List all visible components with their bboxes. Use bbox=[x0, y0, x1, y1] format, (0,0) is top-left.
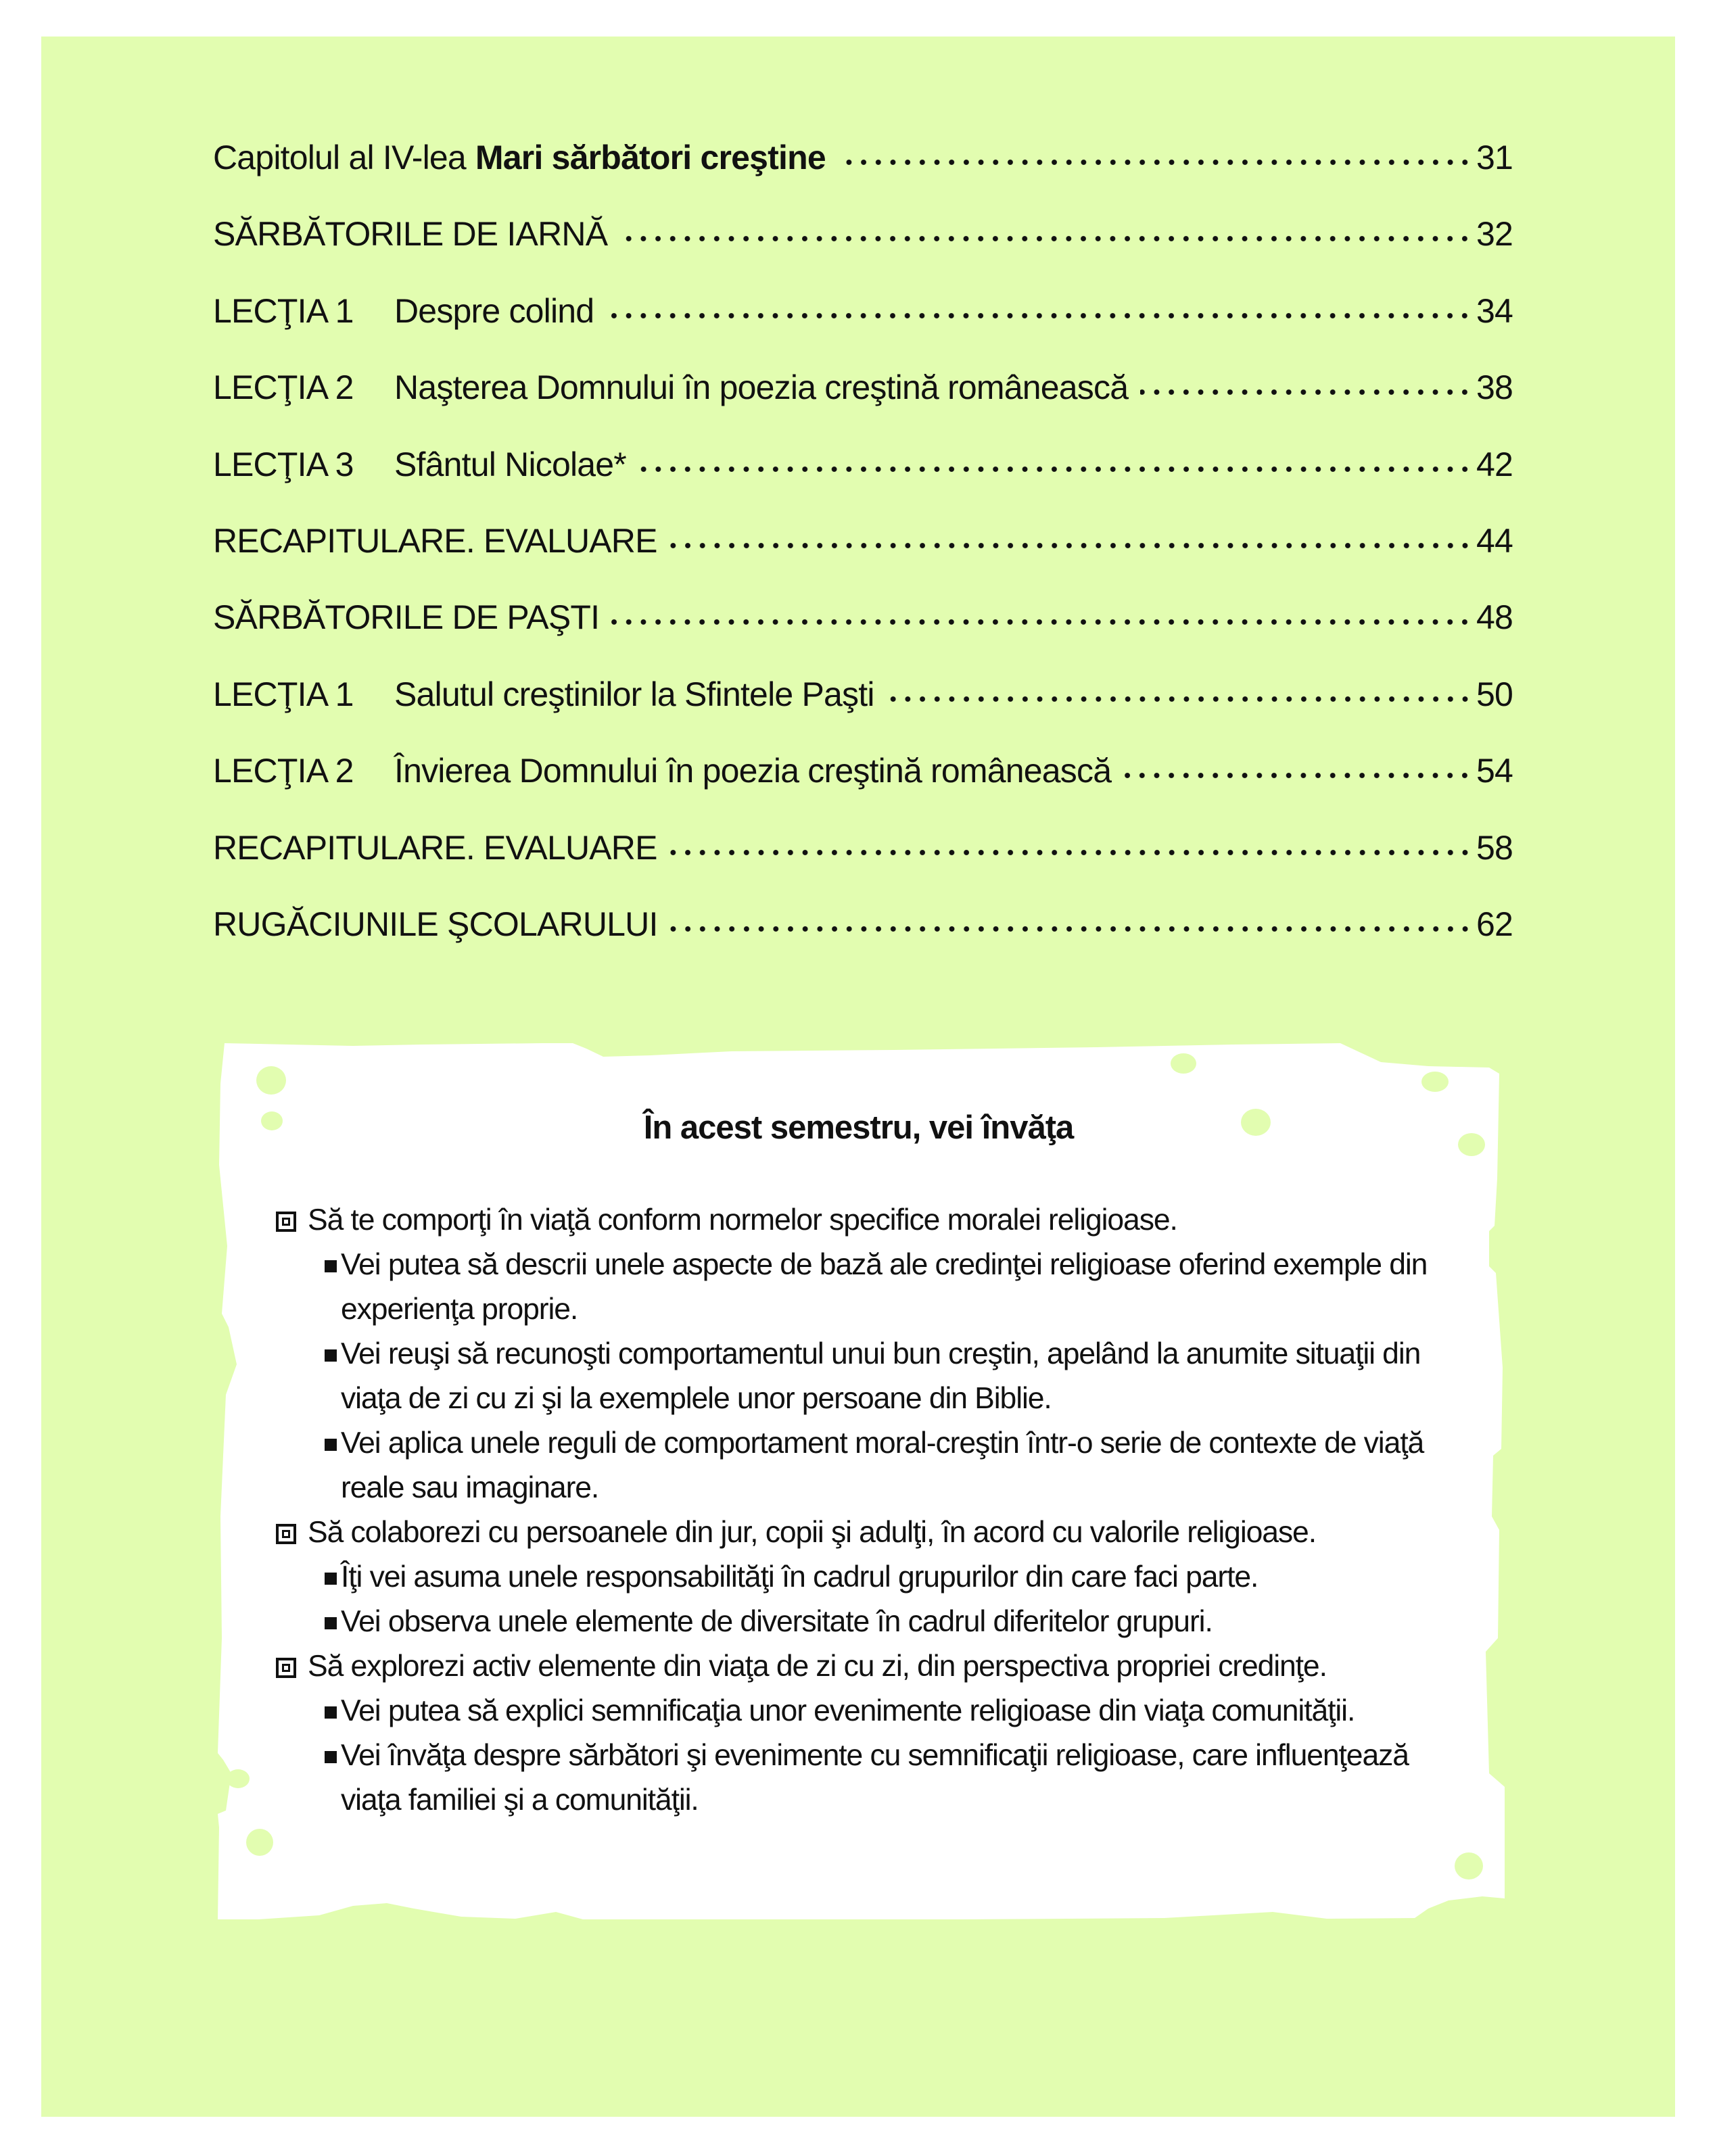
toc-lesson-title: Învierea Domnului în poezia creştină românească bbox=[394, 752, 1112, 790]
dot-leader bbox=[1140, 365, 1472, 399]
toc-lesson-number: LECŢIA 3 bbox=[213, 445, 354, 483]
objective-item bbox=[276, 1198, 1439, 1243]
objective-text: Să explorezi activ elemente din viaţa de zi cu zi, din perspectiva propriei credinţe. bbox=[308, 1650, 1327, 1683]
objectives-title: În acest semestru, vei învăţa bbox=[643, 1109, 1074, 1146]
objective-subitem bbox=[308, 1600, 1439, 1644]
toc-chapter-label bbox=[213, 138, 826, 177]
toc-entry[interactable] bbox=[213, 748, 1513, 825]
toc-lesson-title: Salutul creştinilor la Sfintele Paşti bbox=[394, 675, 874, 713]
objective-subitem-text: Îţi vei asuma unele responsabilităţi în cadrul grupurilor din care faci parte. bbox=[341, 1560, 1259, 1594]
toc-lesson-number: LECŢIA 1 bbox=[213, 675, 354, 713]
objective-subitem bbox=[308, 1689, 1439, 1733]
toc-entry[interactable] bbox=[213, 442, 1513, 519]
objective-subitem bbox=[308, 1733, 1439, 1823]
toc-lesson-title: Sfântul Nicolae* bbox=[394, 445, 626, 483]
toc-page-number: 48 bbox=[1476, 598, 1513, 637]
filled-square-bullet-icon bbox=[325, 1706, 337, 1719]
dot-leader bbox=[838, 135, 1472, 169]
filled-square-bullet-icon bbox=[325, 1751, 337, 1763]
toc-lesson-title: Naşterea Domnului în poezia creştină românească bbox=[394, 368, 1129, 407]
dot-leader bbox=[619, 212, 1472, 245]
objective-item bbox=[276, 1644, 1439, 1689]
toc-page-number: 44 bbox=[1476, 521, 1513, 560]
toc-lesson-title: Despre colind bbox=[394, 291, 594, 330]
toc-entry[interactable] bbox=[213, 365, 1513, 441]
toc-page-number: 38 bbox=[1476, 368, 1513, 407]
objective-subitem bbox=[308, 1421, 1439, 1510]
toc-chapter-row[interactable] bbox=[213, 135, 1513, 212]
objective-subitem-text: Vei reuşi să recunoşti comportamentul unui bun creştin, apelând la anumite situaţii din viaţa de zi cu zi şi la exemplele unor persoane din Biblie. bbox=[341, 1337, 1421, 1415]
dot-leader bbox=[669, 825, 1472, 859]
toc-section-label: RUGĂCIUNILE ŞCOLARULUI bbox=[213, 905, 658, 943]
objective-subitem-text: Vei putea să descrii unele aspecte de bază ale credinţei religioase oferind exemple din experienţa proprie. bbox=[341, 1248, 1428, 1326]
filled-square-bullet-icon bbox=[325, 1439, 337, 1451]
filled-square-bullet-icon bbox=[325, 1573, 337, 1585]
toc-page-number: 32 bbox=[1476, 215, 1513, 254]
dot-leader bbox=[638, 442, 1472, 476]
objective-text: Să te comporţi în viaţă conform normelor specifice moralei religioase. bbox=[308, 1203, 1177, 1237]
filled-square-bullet-icon bbox=[325, 1617, 337, 1629]
toc-page-number: 42 bbox=[1476, 445, 1513, 483]
toc-lesson-number: LECŢIA 2 bbox=[213, 752, 354, 790]
dot-leader bbox=[887, 672, 1472, 706]
square-in-square-bullet-icon bbox=[276, 1658, 296, 1678]
table-of-contents bbox=[213, 135, 1513, 978]
toc-chapter-title: Mari sărbători creştine bbox=[475, 139, 826, 176]
objective-subitem-text: Vei învăţa despre sărbători şi evenimente cu semnificaţii religioase, care influenţează viaţa familiei şi a comunităţii. bbox=[341, 1739, 1409, 1817]
toc-section-label: RECAPITULARE. EVALUARE bbox=[213, 828, 657, 867]
dot-leader bbox=[670, 902, 1472, 936]
objective-subitem-text: Vei putea să explici semnificaţia unor evenimente religioase din viaţa comunităţii. bbox=[341, 1694, 1355, 1727]
toc-page-number: 54 bbox=[1476, 752, 1513, 790]
objective-subitem bbox=[308, 1332, 1439, 1421]
toc-lesson-number: LECŢIA 2 bbox=[213, 368, 354, 407]
toc-entry[interactable] bbox=[213, 595, 1513, 671]
dot-leader bbox=[1123, 748, 1472, 782]
objective-text: Să colaborezi cu persoanele din jur, copii şi adulţi, în acord cu valorile religioase. bbox=[308, 1516, 1316, 1549]
toc-entry[interactable] bbox=[213, 519, 1513, 595]
objective-subitem bbox=[308, 1243, 1439, 1332]
square-in-square-bullet-icon bbox=[276, 1212, 296, 1232]
objectives-list bbox=[276, 1198, 1439, 1823]
toc-entry[interactable] bbox=[213, 902, 1513, 978]
toc-lesson-number: LECŢIA 1 bbox=[213, 291, 354, 330]
toc-section-label: SĂRBĂTORILE DE PAŞTI bbox=[213, 598, 600, 637]
toc-page-number: 62 bbox=[1476, 905, 1513, 943]
toc-entry[interactable] bbox=[213, 212, 1513, 288]
toc-section-label: SĂRBĂTORILE DE IARNĂ bbox=[213, 215, 608, 254]
objective-subitem-text: Vei observa unele elemente de diversitate în cadrul diferitelor grupuri. bbox=[341, 1605, 1213, 1638]
dot-leader bbox=[611, 595, 1472, 629]
toc-page-number: 50 bbox=[1476, 675, 1513, 713]
objective-item bbox=[276, 1510, 1439, 1555]
toc-page-number: 58 bbox=[1476, 828, 1513, 867]
toc-section-label: RECAPITULARE. EVALUARE bbox=[213, 521, 657, 560]
filled-square-bullet-icon bbox=[325, 1260, 337, 1272]
toc-entry[interactable] bbox=[213, 825, 1513, 902]
toc-entry[interactable] bbox=[213, 289, 1513, 365]
dot-leader bbox=[606, 289, 1472, 322]
toc-page-number: 31 bbox=[1476, 139, 1513, 176]
square-in-square-bullet-icon bbox=[276, 1524, 296, 1544]
toc-entry[interactable] bbox=[213, 672, 1513, 748]
toc-page-number: 34 bbox=[1476, 291, 1513, 330]
toc-chapter-prefix: Capitolul al IV-lea bbox=[213, 139, 466, 176]
objective-subitem bbox=[308, 1555, 1439, 1600]
filled-square-bullet-icon bbox=[325, 1349, 337, 1362]
dot-leader bbox=[669, 519, 1472, 552]
objective-subitem-text: Vei aplica unele reguli de comportament moral-creştin într-o serie de contexte de viaţă reale sau imaginare. bbox=[341, 1427, 1424, 1504]
